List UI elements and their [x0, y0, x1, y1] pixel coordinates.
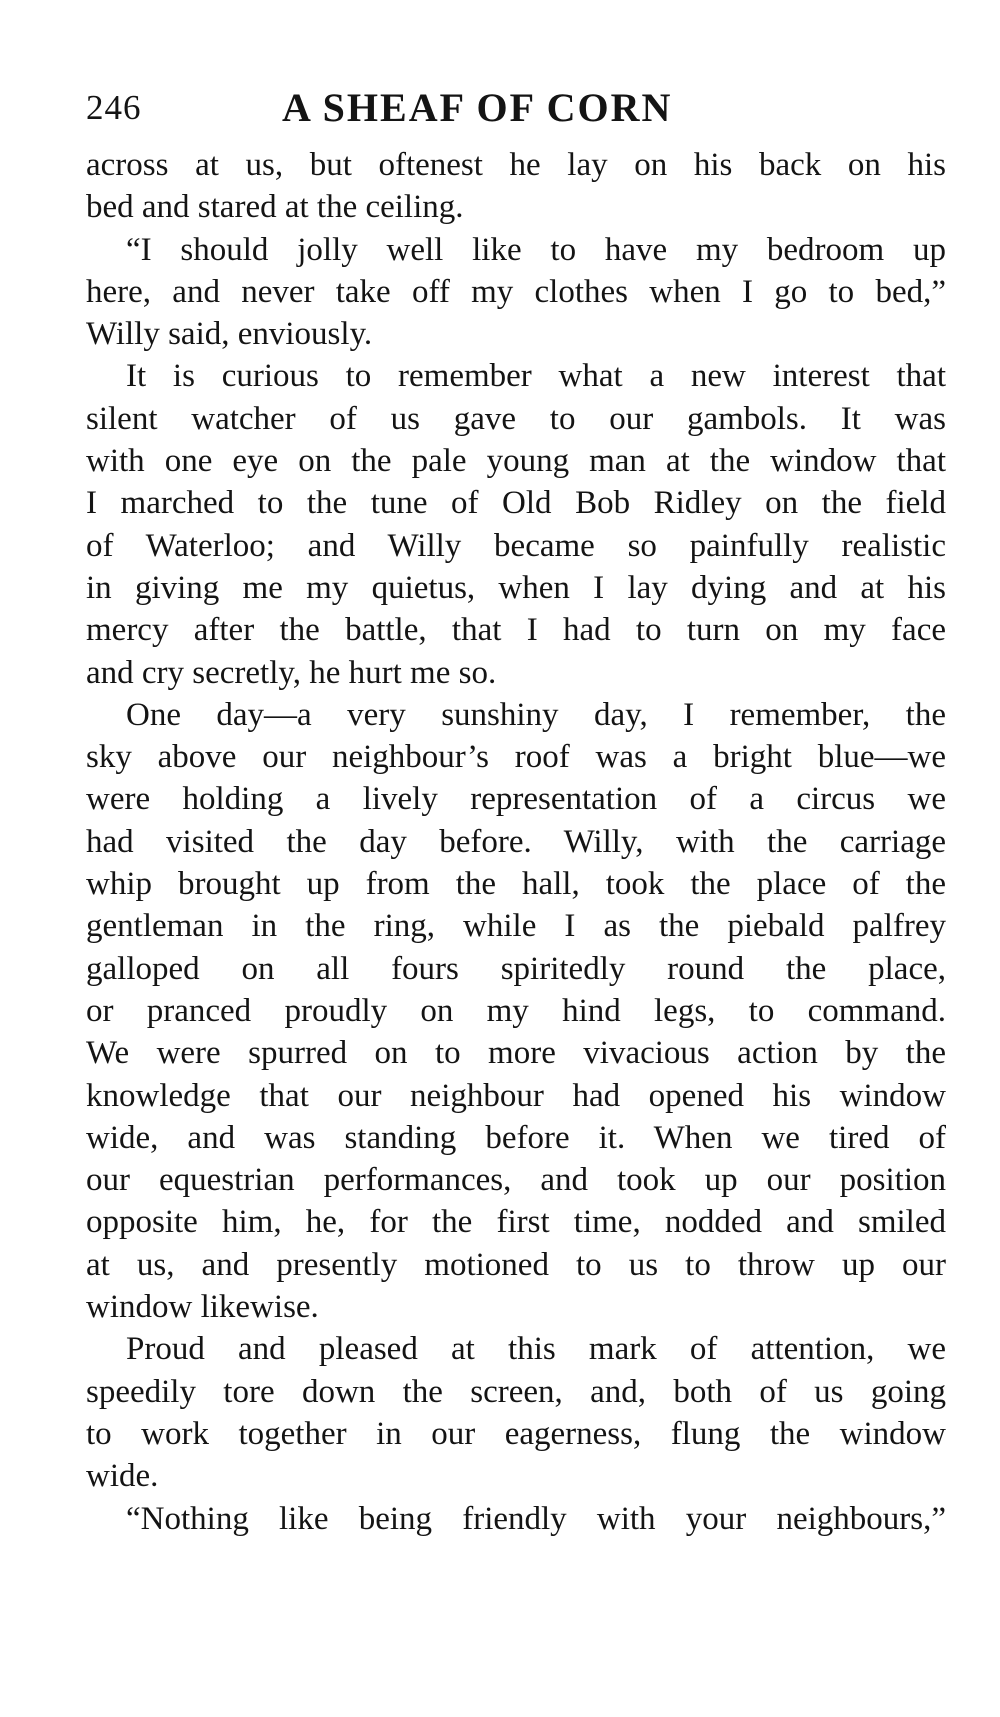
text-line: I marched to the tune of Old Bob Ridley on the field: [86, 485, 946, 522]
text-line: Proud and pleased at this mark of attention, we: [126, 1331, 946, 1368]
text-line: opposite him, he, for the first time, nodded and smiled: [86, 1204, 946, 1241]
text-line: our equestrian performances, and took up our position: [86, 1162, 946, 1199]
text-line: We were spurred on to more vivacious action by the: [86, 1035, 946, 1072]
paragraph-2: [86, 229, 946, 356]
paragraph-1: [86, 144, 946, 229]
text-line: One day—a very sunshiny day, I remember, the: [126, 696, 946, 733]
page-number: 246: [86, 88, 142, 127]
text-line: gentleman in the ring, while I as the piebald palfrey: [86, 908, 946, 945]
text-line: wide.: [86, 1458, 159, 1495]
text-line: knowledge that our neighbour had opened his window: [86, 1077, 946, 1114]
paragraph-6: [86, 1498, 946, 1540]
body-text: [86, 144, 946, 1540]
text-line: with one eye on the pale young man at the window that: [86, 443, 946, 480]
paragraph-3: [86, 355, 946, 693]
text-line: of Waterloo; and Willy became so painfully realistic: [86, 527, 946, 564]
paragraph-5: [86, 1328, 946, 1497]
text-line: at us, and presently motioned to us to throw up our: [86, 1246, 946, 1283]
text-line: and cry secretly, he hurt me so.: [86, 654, 497, 691]
book-title: A SHEAF OF CORN: [282, 85, 673, 130]
text-line: whip brought up from the hall, took the place of the: [86, 866, 946, 903]
text-line: galloped on all fours spiritedly round the place,: [86, 950, 946, 987]
text-line: sky above our neighbour’s roof was a bright blue—we: [86, 739, 946, 776]
text-line: bed and stared at the ceiling.: [86, 189, 464, 226]
text-line: speedily tore down the screen, and, both of us going: [86, 1373, 946, 1410]
text-line: in giving me my quietus, when I lay dying and at his: [86, 569, 946, 606]
text-line: or pranced proudly on my hind legs, to command.: [86, 992, 946, 1029]
text-line: window likewise.: [86, 1289, 319, 1326]
text-line: It is curious to remember what a new interest that: [126, 358, 946, 395]
text-line: across at us, but oftenest he lay on his back on his: [86, 147, 946, 183]
text-line: silent watcher of us gave to our gambols. It was: [86, 400, 946, 437]
text-line: “I should jolly well like to have my bedroom up: [126, 231, 946, 268]
text-line: had visited the day before. Willy, with the carriage: [86, 823, 946, 860]
text-line: wide, and was standing before it. When we tired of: [86, 1119, 946, 1156]
text-line: here, and never take off my clothes when I go to bed,”: [86, 273, 946, 310]
running-head: [86, 84, 946, 136]
text-line: were holding a lively representation of a circus we: [86, 781, 946, 818]
text-line: to work together in our eagerness, flung the window: [86, 1415, 946, 1452]
paragraph-4: [86, 694, 946, 1328]
book-page: [86, 84, 946, 1540]
text-line: Willy said, enviously.: [86, 316, 373, 353]
text-line: mercy after the battle, that I had to turn on my face: [86, 612, 946, 649]
text-line: “Nothing like being friendly with your neighbours,”: [126, 1500, 946, 1537]
